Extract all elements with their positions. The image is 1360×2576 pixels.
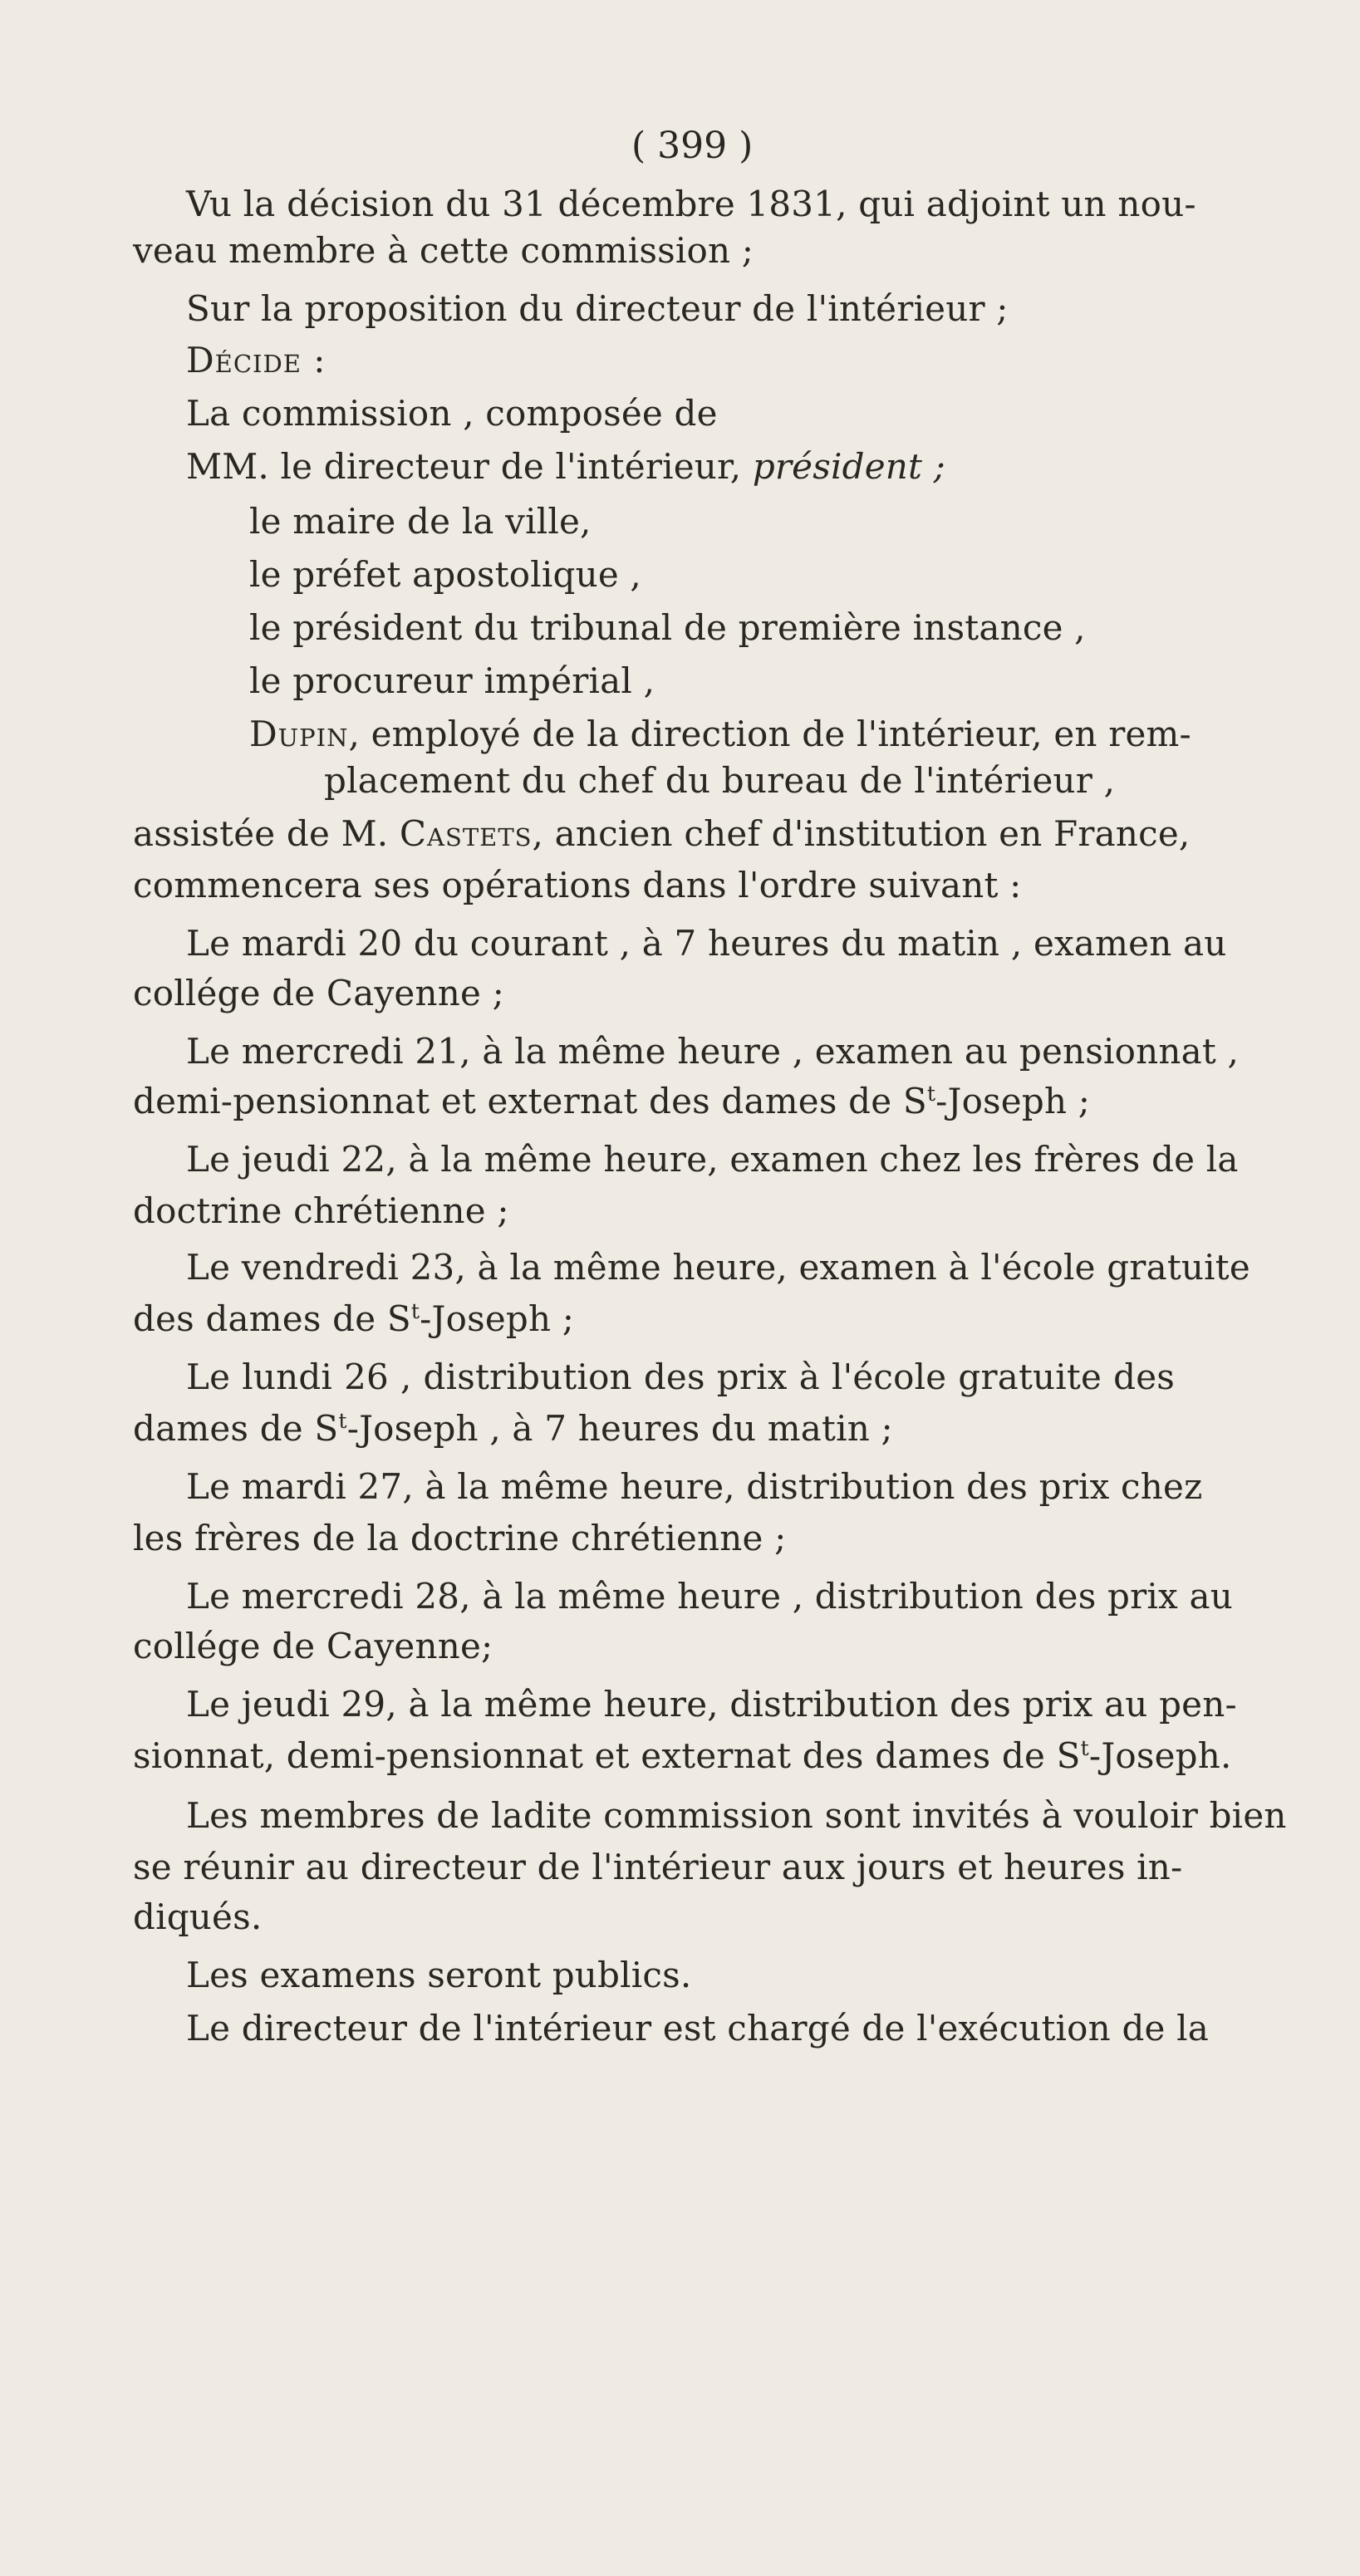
text-line <box>133 1080 1090 1123</box>
text-span: -Joseph ; <box>935 1081 1091 1121</box>
superscript: t <box>410 1299 420 1323</box>
text-line: Décide : <box>186 340 326 380</box>
text-line: La commission , composée de <box>186 393 718 434</box>
text-line: Les examens seront publics. <box>186 1955 692 1995</box>
text-line: Le vendredi 23, à la même heure, examen à l'école gratuite <box>186 1247 1250 1288</box>
superscript: t <box>926 1082 936 1106</box>
text-line: se réunir au directeur de l'intérieur aux jours et heures in- <box>133 1847 1183 1887</box>
text-line: collége de Cayenne; <box>133 1626 493 1666</box>
text-line: placement du chef du bureau de l'intérieur , <box>324 760 1116 801</box>
page-number: ( 399 ) <box>631 125 754 167</box>
text-line <box>133 812 1190 856</box>
text-line <box>133 1407 893 1450</box>
text-line: Le mercredi 21, à la même heure , examen au pensionnat , <box>186 1031 1240 1072</box>
italic-span: président ; <box>752 446 945 487</box>
text-line: veau membre à cette commission ; <box>133 230 754 271</box>
text-line <box>249 713 1191 756</box>
text-line: Le directeur de l'intérieur est chargé de l'exécution de la <box>186 2008 1210 2049</box>
text-line: Le mardi 27, à la même heure, distribution des prix chez <box>186 1466 1203 1507</box>
name-span: Dupin <box>249 714 349 754</box>
superscript: t <box>1080 1736 1089 1760</box>
text-line: Le jeudi 29, à la même heure, distribution des prix au pen- <box>186 1684 1237 1725</box>
text-span: MM. le directeur de l'intérieur, <box>186 446 753 487</box>
text-span: assistée de M. <box>133 813 400 854</box>
text-span: sionnat, demi-pensionnat et externat des dames de S <box>133 1735 1081 1776</box>
text-span: , ancien chef d'institution en France, <box>532 813 1191 854</box>
text-span: -Joseph ; <box>420 1298 575 1339</box>
text-span: -Joseph , à 7 heures du matin ; <box>346 1408 893 1449</box>
superscript: t <box>338 1409 347 1433</box>
name-span: Castets <box>399 813 533 854</box>
text-line: Le lundi 26 , distribution des prix à l'école gratuite des <box>186 1357 1175 1397</box>
text-span: demi-pensionnat et externat des dames de S <box>133 1081 927 1121</box>
text-line: le procureur impérial , <box>249 660 655 701</box>
text-line: collége de Cayenne ; <box>133 973 504 1013</box>
text-line: diqués. <box>133 1896 263 1937</box>
text-span: dames de S <box>133 1408 339 1449</box>
text-line: le président du tribunal de première instance , <box>249 607 1086 648</box>
text-span: , employé de la direction de l'intérieur, en rem- <box>348 714 1191 754</box>
text-line: Le mercredi 28, à la même heure , distribution des prix au <box>186 1576 1233 1617</box>
text-line: doctrine chrétienne ; <box>133 1190 509 1231</box>
text-line: Les membres de ladite commission sont invités à vouloir bien <box>186 1795 1287 1836</box>
text-line <box>186 445 945 488</box>
text-span: des dames de S <box>133 1298 411 1339</box>
text-line: commencera ses opérations dans l'ordre suivant : <box>133 865 1022 905</box>
text-line: le préfet apostolique , <box>249 554 641 595</box>
text-line: Vu la décision du 31 décembre 1831, qui adjoint un nou- <box>186 184 1196 224</box>
text-line: Sur la proposition du directeur de l'intérieur ; <box>186 288 1009 329</box>
text-line: Le mardi 20 du courant , à 7 heures du matin , examen au <box>186 923 1227 964</box>
text-line: les frères de la doctrine chrétienne ; <box>133 1518 787 1558</box>
text-span: -Joseph. <box>1088 1735 1232 1776</box>
text-line: le maire de la ville, <box>249 501 592 542</box>
text-line: Le jeudi 22, à la même heure, examen chez les frères de la <box>186 1139 1239 1180</box>
text-line <box>133 1298 574 1341</box>
text-line <box>133 1735 1232 1778</box>
